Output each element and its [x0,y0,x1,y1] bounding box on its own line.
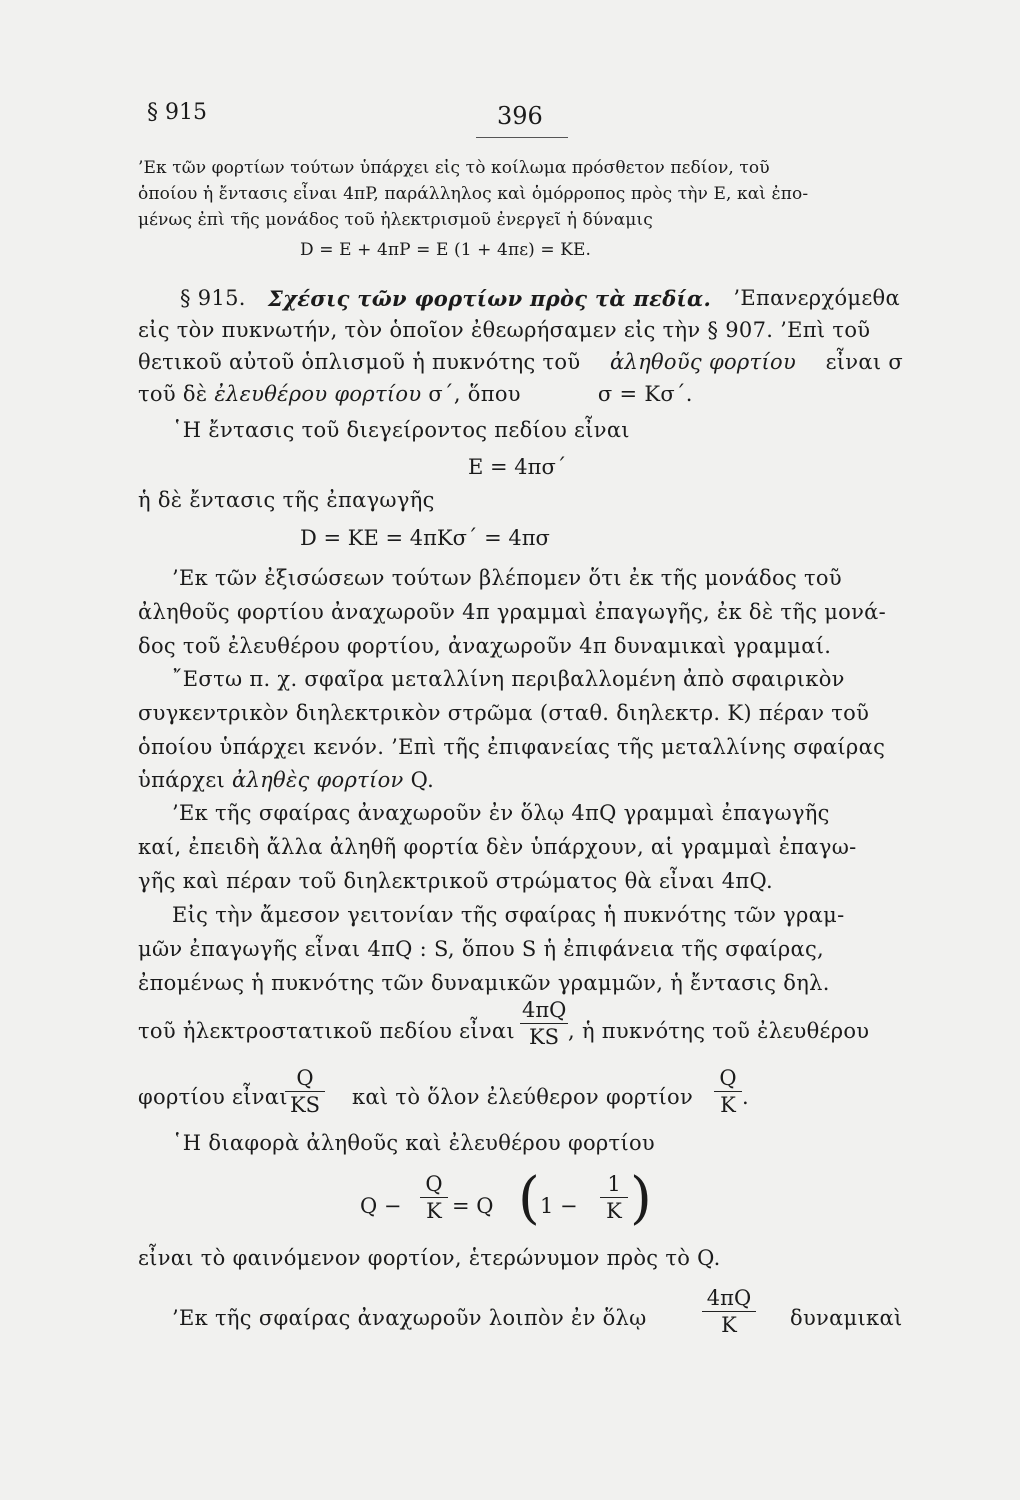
p8-line-1-a: ’Εκ τῆς σφαίρας ἀναχωροῦν λοιπὸν ἐν ὅλῳ [172,1306,647,1330]
page-number: 396 [497,102,543,130]
fraction-denominator: K [606,1199,622,1223]
fraction-bar [285,1091,325,1092]
section-line-3-c: εἶναι σ [825,350,903,374]
true-charge-term: ἀληθοῦς φορτίου [610,350,797,374]
intro-line-3: μένως ἐπὶ τῆς μονάδος τοῦ ἠλεκτρισμοῦ ἐνεργεῖ ἡ δύναμις [138,210,653,230]
p3-line-3: δος τοῦ ἐλευθέρου φορτίου, ἀναχωροῦν 4π δυναμικαὶ γραμμαί. [138,634,832,658]
p3-line-2-text: ἀληθοῦς φορτίου ἀναχωροῦν 4π γραμμαὶ ἐπαγωγῆς, ἐκ δὲ τῆς μονά- [138,600,887,624]
section-line-2 [138,318,903,342]
induction-equation: D = KE = 4πKσ΄ = 4πσ [300,526,550,550]
fraction-bar [714,1091,742,1092]
left-paren: ( [518,1166,540,1231]
section-heading-line [180,286,900,311]
p3-line-1 [172,566,903,590]
intro-line-2: ὁποίου ἡ ἔντασις εἶναι 4πP, παράλληλος καὶ ὁμόρροπος πρὸς τὴν E, καὶ ἐπο- [138,184,809,204]
section-line-3 [138,350,903,374]
section-line-4-c: σ΄, ὅπου [428,382,521,406]
p4-line-2 [138,701,903,725]
p4-line-1 [172,667,903,691]
fraction-numerator: 1 [607,1172,621,1196]
fraction-denominator: K [721,1313,737,1337]
p4-line-4 [138,768,434,792]
fraction-denominator: K [426,1199,442,1223]
fraction-4piQ-over-KS [520,998,568,1049]
p6-line-4-b: , ἡ πυκνότης τοῦ ἐλευθέρου [568,1019,870,1043]
p5-line-3: γῆς καὶ πέραν τοῦ διηλεκτρικοῦ στρώματος θὰ εἶναι 4πQ. [138,869,773,893]
difference-equation-c: 1 − [540,1194,578,1218]
section-reference: § 915 [147,100,207,125]
p6-line-3 [138,971,903,995]
p4-line-3 [138,735,903,759]
right-paren: ) [630,1166,652,1231]
fraction-denominator: KS [289,1093,321,1117]
induction-line: ἡ δὲ ἔντασις τῆς ἐπαγωγῆς [138,488,435,512]
p6-line-1-text: Εἰς τὴν ἄμεσον γειτονίαν τῆς σφαίρας ἡ πυκνότης τῶν γραμ- [172,903,845,927]
fraction-bar [702,1311,756,1312]
section-title: Σχέσις τῶν φορτίων πρὸς τὰ πεδία. [268,286,712,311]
fraction-bar [520,1023,568,1024]
section-line-2-text: εἰς τὸν πυκνωτήν, τὸν ὁποῖον ἐθεωρήσαμεν εἰς τὴν § 907. ’Επὶ τοῦ [138,318,871,342]
p3-line-2 [138,600,903,624]
fraction-numerator: Q [719,1066,737,1090]
section-line-4 [138,382,693,406]
fraction-4piQ-over-K [702,1286,756,1337]
p3-line-1-text: ’Εκ τῶν ἐξισώσεων τούτων βλέπομεν ὅτι ἐκ τῆς μονάδος τοῦ [172,566,842,590]
fraction-numerator: Q [425,1172,443,1196]
p4-line-1-text: ῎Εστω π. χ. σφαῖρα μεταλλίνη περιβαλλομένη ἀπὸ σφαιρικὸν [172,667,845,691]
page-number-rule [476,137,568,138]
p5-line-2 [138,835,903,859]
fraction-numerator: 4πQ [522,998,567,1022]
p5-line-1 [172,801,903,825]
free-charge-term: ἐλευθέρου φορτίου [214,382,422,406]
p4-line-4-c: Q. [410,768,435,792]
p6-line-3-text: ἐπομένως ἡ πυκνότης τῶν δυναμικῶν γραμμῶν, ἡ ἔντασις δηλ. [138,971,830,995]
fraction-numerator: Q [296,1066,314,1090]
p6-line-5-a: φορτίου εἶναι [138,1085,288,1109]
p6-line-1 [172,903,903,927]
fraction-bar [600,1197,628,1198]
fraction-Q-over-KS [285,1066,325,1117]
fraction-numerator: 4πQ [706,1286,752,1310]
difference-equation-b: = Q [452,1194,494,1218]
intro-equation: D = E + 4πP = E (1 + 4πε) = KE. [300,240,592,260]
section-line-4-a: τοῦ δὲ [138,382,208,406]
fraction-1-over-K [600,1172,628,1223]
p6-line-2 [138,937,903,961]
p5-line-1-text: ’Εκ τῆς σφαίρας ἀναχωροῦν ἐν ὅλῳ 4πQ γραμμαὶ ἐπαγωγῆς [172,801,830,825]
p4-line-4-a: ὑπάρχει [138,768,226,792]
fraction-Q-over-K [714,1066,742,1117]
field-intensity-line: ῾Η ἔντασις τοῦ διεγείροντος πεδίου εἶναι [172,418,630,442]
section-number: § 915. [180,286,246,310]
p4-line-2-text: συγκεντρικὸν διηλεκτρικὸν στρῶμα (σταθ. διηλεκτρ. K) πέραν τοῦ [138,701,870,725]
fraction-denominator: K [720,1093,736,1117]
field-intensity-equation: E = 4πσ΄ [468,455,567,479]
p4-line-3-text: ὁποίου ὑπάρχει κενόν. ’Επὶ τῆς ἐπιφανείας τῆς μεταλλίνης σφαίρας [138,735,886,759]
p6-line-5-c: . [742,1085,749,1109]
p5-line-2-text: καί, ἐπειδὴ ἄλλα ἀληθῆ φορτία δὲν ὑπάρχουν, αἱ γραμμαὶ ἐπαγω- [138,835,857,859]
p6-line-5-b: καὶ τὸ ὅλον ἐλεύθερον φορτίον [352,1085,694,1109]
p7-line-1: ῾Η διαφορὰ ἀληθοῦς καὶ ἐλευθέρου φορτίου [172,1131,656,1155]
p6-line-4-a: τοῦ ἠλεκτροστατικοῦ πεδίου εἶναι [138,1019,515,1043]
difference-equation-a: Q − [360,1194,402,1218]
fraction-denominator: KS [528,1025,560,1049]
sigma-relation: σ = Kσ΄. [597,382,693,406]
section-heading-rest: ’Επανερχόμεθα [733,286,900,310]
section-line-3-a: θετικοῦ αὐτοῦ ὁπλισμοῦ ἡ πυκνότης τοῦ [138,350,581,374]
p6-line-2-text: μῶν ἐπαγωγῆς εἶναι 4πQ : S, ὅπου S ἡ ἐπιφάνεια τῆς σφαίρας, [138,937,824,961]
fraction-bar [420,1197,448,1198]
p8-line-1-b: δυναμικαὶ [790,1306,903,1330]
true-charge-phrase: ἀληθὲς φορτίον [232,768,404,792]
fraction-Q-over-K-eq [420,1172,448,1223]
intro-line-1: ’Εκ τῶν φορτίων τούτων ὑπάρχει εἰς τὸ κοίλωμα πρόσθετον πεδίον, τοῦ [138,158,770,178]
p7-line-2: εἶναι τὸ φαινόμενον φορτίον, ἑτερώνυμον πρὸς τὸ Q. [138,1246,721,1270]
